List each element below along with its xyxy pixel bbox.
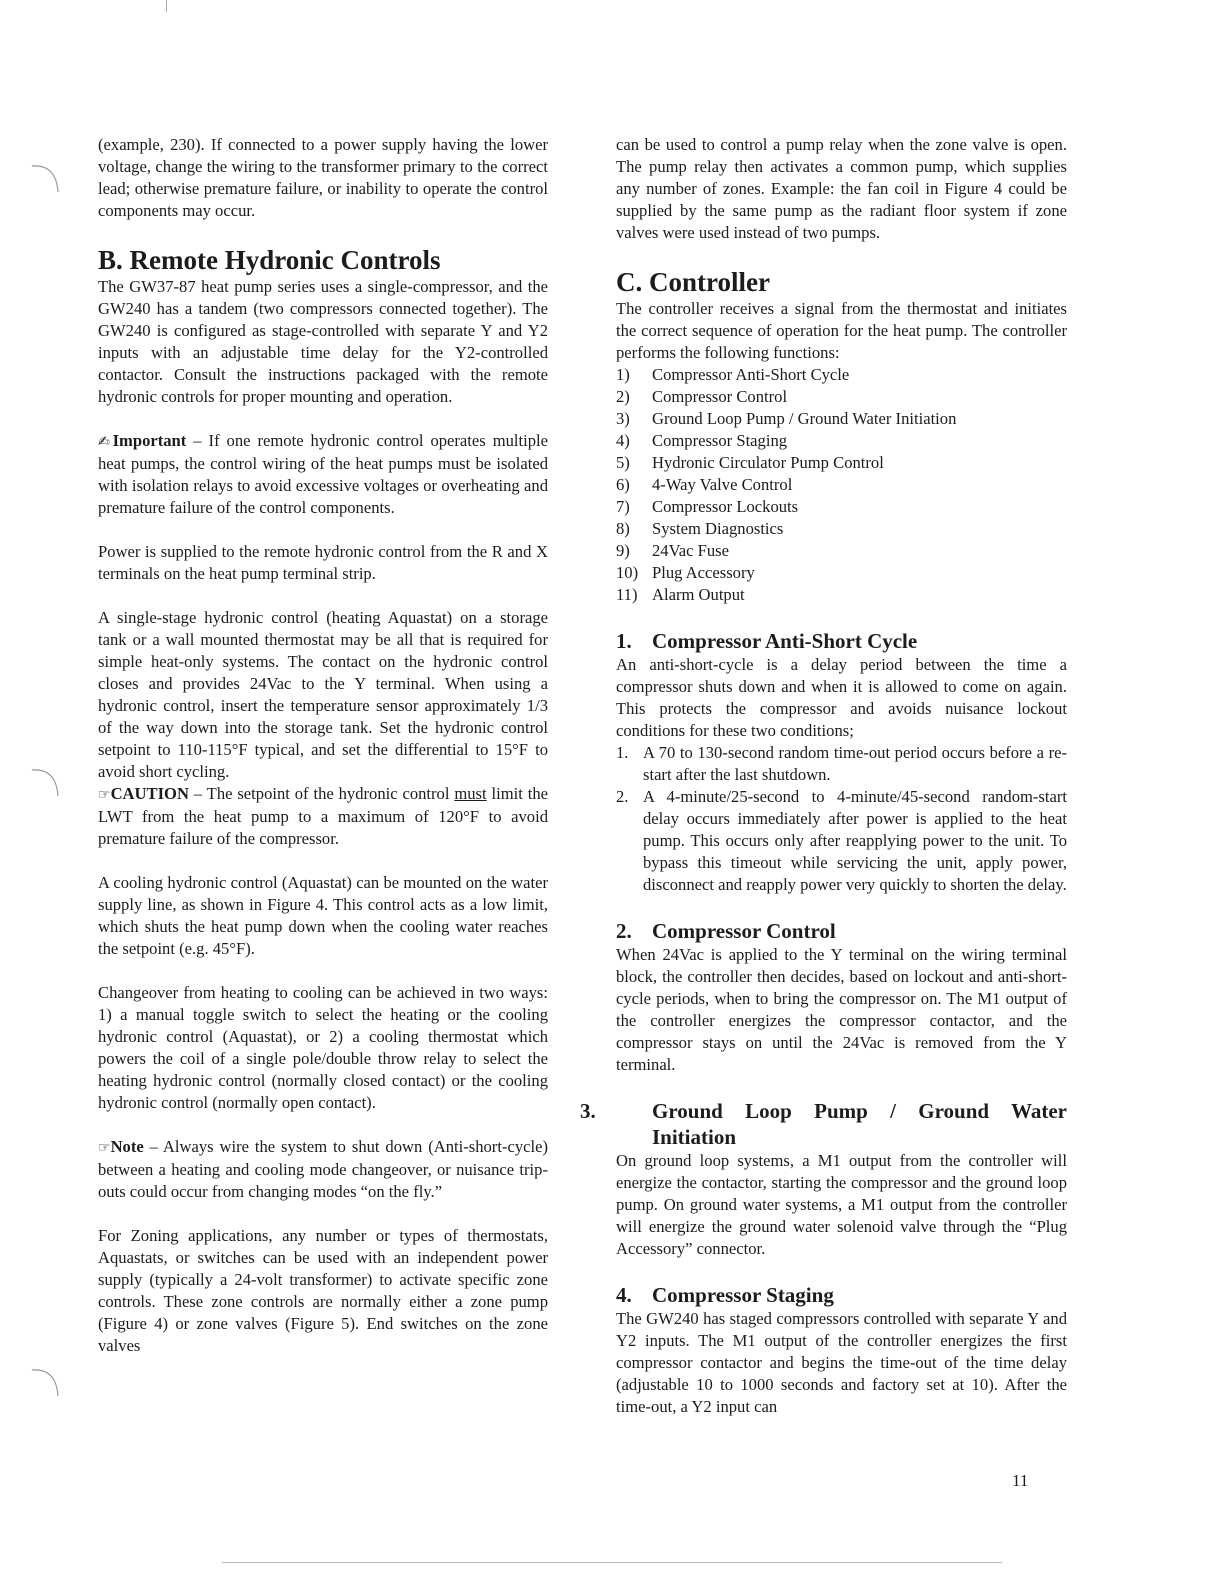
anti-short-cycle-paragraph: An anti-short-cycle is a delay period between the time a compressor shuts down and when it is allowed to come on again. This protects the compressor and avoids nuisance lockout conditions for these two conditions;	[616, 655, 1067, 740]
list-item-number: 2)	[616, 387, 630, 406]
list-item	[616, 386, 1067, 408]
hand-pointing-icon: ✍	[98, 434, 113, 450]
caution-label: CAUTION	[110, 784, 189, 803]
list-item	[616, 364, 1067, 386]
subsection-2-heading	[616, 918, 1067, 944]
section-b-heading: B. Remote Hydronic Controls	[98, 245, 441, 275]
section-c-heading: C. Controller	[616, 267, 770, 297]
subsection-number: 2.	[616, 919, 632, 943]
subsection-title: Compressor Staging	[652, 1283, 834, 1307]
list-item-number: 8)	[616, 519, 630, 538]
list-item-text: Compressor Staging	[652, 431, 788, 450]
ground-loop-paragraph: On ground loop systems, a M1 output from the controller will energize the contactor, starting the compressor and the ground loop pump. On ground water systems, a M1 output from the controller will energize the ground water solenoid valve through the “Plug Accessory” connector.	[616, 1151, 1067, 1258]
controller-functions-list	[616, 364, 1067, 606]
intro-paragraph: (example, 230). If connected to a power supply having the lower voltage, change the wiring to the transformer primary to the correct lead; otherwise premature failure, or inability to operate the control components may occur.	[98, 135, 548, 220]
list-item-number: 10)	[616, 563, 639, 582]
list-item	[616, 430, 1067, 452]
important-text: – If one remote hydronic control operates multiple heat pumps, the control wiring of the heat pumps must be isolated with isolation relays to avoid excessive voltages or overheating and premature failure of the control components.	[98, 431, 548, 517]
compressor-control-paragraph: When 24Vac is applied to the Y terminal on the wiring terminal block, the controller then decides, based on lockout and anti-short-cycle periods, when to bring the compressor on. The M1 output of the controller energizes the compressor contactor, and the compressor stays on until the 24Vac is removed from the Y terminal.	[616, 945, 1067, 1074]
pointing-finger-icon: ☞	[98, 1140, 111, 1156]
hole-punch-mark	[28, 1362, 64, 1402]
zoning-paragraph: For Zoning applications, any number or types of thermostats, Aquastats, or switches can be used with an independent power supply (typically a 24-volt transformer) to activate specific zone controls. These zone controls are normally either a zone pump (Figure 4) or zone valves (Figure 5). End switches on the zone valves	[98, 1226, 548, 1355]
list-item	[616, 452, 1067, 474]
caution-text: limit the LWT from the heat pump to a maximum of 120°F to avoid premature failure of the compressor.	[98, 784, 548, 848]
remote-hydronic-paragraph: The GW37-87 heat pump series uses a single-compressor, and the GW240 has a tandem (two compressors connected together). The GW240 is configured as stage-controlled with separate Y and Y2 inputs with an adjustable time delay for the Y2-controlled contactor. Consult the instructions packaged with the remote hydronic controls for proper mounting and operation.	[98, 277, 548, 406]
list-item-text: Compressor Control	[652, 387, 788, 406]
list-item-text: 24Vac Fuse	[652, 541, 729, 560]
changeover-paragraph: Changeover from heating to cooling can be achieved in two ways: 1) a manual toggle switch to select the heating or the cooling hydronic control (Aquastat), or 2) a cooling thermostat which powers the coil of a single pole/double throw relay to select the heating hydronic control (normally closed contact) or the cooling hydronic control (normally open contact).	[98, 983, 548, 1112]
power-paragraph: Power is supplied to the remote hydronic control from the R and X terminals on the heat pump terminal strip.	[98, 542, 548, 583]
list-item	[616, 474, 1067, 496]
list-item-text: Ground Loop Pump / Ground Water Initiation	[652, 409, 957, 428]
list-item	[616, 584, 1067, 606]
list-item-text: A 70 to 130-second random time-out period occurs before a re-start after the last shutdown.	[643, 743, 1067, 784]
list-item-text: Compressor Anti-Short Cycle	[652, 365, 850, 384]
subsection-1-heading	[616, 628, 1067, 654]
single-stage-paragraph: A single-stage hydronic control (heating Aquastat) on a storage tank or a wall mounted thermostat may be all that is required for simple heat-only systems. The contact on the hydronic control closes and provides 24Vac to the Y terminal. When using a hydronic control, insert the temperature sensor approximately 1/3 of the way down into the storage tank. Set the hydronic control setpoint to 110-115°F typical, and set the differential to 15°F to avoid short cycling.	[98, 608, 548, 781]
subsection-number: 1.	[616, 629, 632, 653]
list-item-text: System Diagnostics	[652, 519, 784, 538]
list-item	[616, 408, 1067, 430]
list-item-text: 4-Way Valve Control	[652, 475, 793, 494]
right-column	[580, 134, 1067, 1418]
subsection-title: Compressor Control	[652, 919, 836, 943]
note-notice	[98, 1136, 548, 1203]
list-item-number: 1)	[616, 365, 630, 384]
hole-punch-mark	[28, 158, 64, 198]
subsection-number: 4.	[616, 1283, 632, 1307]
list-item-number: 11)	[616, 585, 638, 604]
controller-paragraph: The controller receives a signal from the thermostat and initiates the correct sequence of operation for the heat pump. The controller performs the following functions:	[616, 299, 1067, 362]
scan-edge-mark	[166, 0, 167, 12]
subsection-title: Compressor Anti-Short Cycle	[652, 629, 918, 653]
list-item	[616, 496, 1067, 518]
hole-punch-mark	[28, 762, 64, 802]
list-item	[616, 518, 1067, 540]
list-item-text: Plug Accessory	[652, 563, 755, 582]
left-column	[98, 134, 548, 1379]
list-item-text: Alarm Output	[652, 585, 745, 604]
note-text: – Always wire the system to shut down (Anti-short-cycle) between a heating and cooling mode changeover, or nuisance trip-outs could occur from changing modes “on the fly.”	[98, 1137, 548, 1201]
caution-emphasis: must	[454, 784, 487, 803]
subsection-title: Ground Loop Pump / Ground Water Initiation	[652, 1099, 1067, 1149]
list-item-number: 3)	[616, 409, 630, 428]
list-item-number: 2.	[616, 787, 629, 806]
page-number: 11	[1012, 1471, 1029, 1490]
cooling-paragraph: A cooling hydronic control (Aquastat) can be mounted on the water supply line, as shown in Figure 4. This control acts as a low limit, which shuts the heat pump down when the cooling water reaches the setpoint (e.g. 45°F).	[98, 873, 548, 958]
anti-short-cycle-list	[616, 742, 1067, 896]
important-notice	[98, 430, 548, 519]
note-label: Note	[110, 1137, 144, 1156]
list-item-text: A 4-minute/25-second to 4-minute/45-second random-start delay occurs immediately after power is applied to the heat pump. This occurs only after reapplying power to the unit. To bypass this timeout while servicing the unit, apply power, disconnect and reapply power very quickly to shorten the delay.	[643, 787, 1067, 894]
compressor-staging-paragraph: The GW240 has staged compressors controlled with separate Y and Y2 inputs. The M1 output of the controller energizes the first compressor contactor and begins the time-out of the time delay (adjustable 10 to 1000 seconds and factory set at 10). After the time-out, a Y2 input can	[616, 1309, 1067, 1416]
list-item-number: 5)	[616, 453, 630, 472]
subsection-4-heading	[616, 1282, 1067, 1308]
list-item	[616, 742, 1067, 786]
subsection-3-heading	[580, 1098, 1067, 1150]
list-item-number: 9)	[616, 541, 630, 560]
footer-rule	[222, 1562, 1002, 1563]
list-item-number: 7)	[616, 497, 630, 516]
important-label: Important	[112, 431, 187, 450]
list-item-number: 1.	[616, 743, 629, 762]
list-item-number: 4)	[616, 431, 630, 450]
pointing-finger-icon: ☞	[98, 787, 111, 803]
caution-notice	[98, 783, 548, 850]
subsection-number: 3.	[580, 1099, 596, 1123]
list-item-number: 6)	[616, 475, 630, 494]
list-item-text: Hydronic Circulator Pump Control	[652, 453, 884, 472]
list-item-text: Compressor Lockouts	[652, 497, 799, 516]
caution-text: – The setpoint of the hydronic control	[188, 784, 455, 803]
continued-paragraph: can be used to control a pump relay when the zone valve is open. The pump relay then activates a common pump, which supplies any number of zones. Example: the fan coil in Figure 4 could be supplied by the same pump as the radiant floor system if zone valves were used instead of two pumps.	[616, 135, 1067, 242]
list-item	[616, 562, 1067, 584]
list-item	[616, 786, 1067, 896]
list-item	[616, 540, 1067, 562]
